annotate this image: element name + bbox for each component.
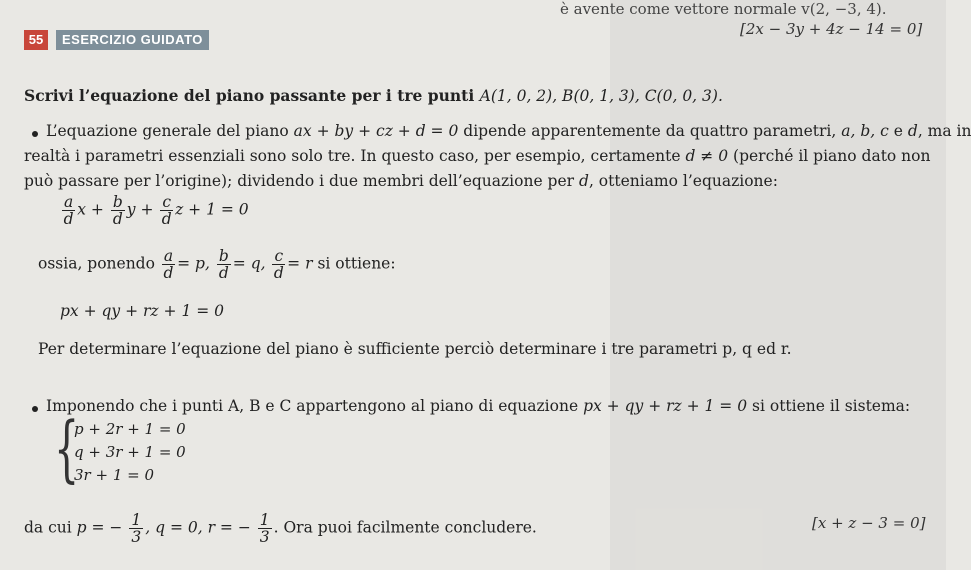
denominator: d [273,264,284,282]
fraction-a-d [162,248,175,281]
text: , otteniamo l’equazione: [588,172,778,190]
numerator: c [162,193,172,211]
fraction-c-d [272,248,285,281]
term: = q, [232,254,266,273]
system-row-3: 3r + 1 = 0 [74,466,155,484]
text: L’equazione generale del piano [46,122,289,140]
exercise-number: 55 [24,30,48,50]
fraction-b-d [111,194,125,227]
numerator: a [64,193,74,211]
fraction-a-d [62,194,75,227]
numerator: 1 [259,511,270,529]
denominator: d [112,210,123,228]
text: (perché il piano dato non [733,147,931,165]
equation-system [54,406,186,490]
system-brace: { [54,406,80,490]
p-value: p = − [76,518,123,537]
d-not-zero: d ≠ 0 [685,147,729,165]
var-d: d [907,122,918,140]
term: = r [287,254,313,273]
term: = p, [177,254,210,273]
prompt-text: Scrivi l’equazione del piano passante per i tre punti [24,86,475,105]
fraction-c-d [160,194,173,227]
substitution-line [38,248,396,281]
numerator: a [163,247,174,265]
text: si ottiene il sistema: [752,397,911,415]
fraction-one-third [258,512,272,545]
denominator: d [161,210,172,228]
text: dipende apparentemente da quattro parametri, [463,122,837,140]
paragraph-1-line-3 [24,172,778,190]
term: z + 1 = 0 [175,200,249,219]
final-answer: [x + z − 3 = 0] [812,514,926,532]
system-row-1: p + 2r + 1 = 0 [74,420,186,438]
conclusion-line [24,512,537,545]
text: realtà i parametri essenziali sono solo tre. In questo caso, per esempio, certamente [24,147,681,165]
denominator: d [163,264,174,282]
equation-pqr: px + qy + rz + 1 = 0 [60,302,225,320]
bullet-2 [32,406,38,412]
text: . Ora puoi facilmente concludere. [273,518,537,537]
numerator: b [218,247,229,265]
denominator: 3 [259,528,270,546]
paragraph-2: Per determinare l’equazione del piano è sufficiente perciò determinare i tre parametri p, q ed r. [38,340,792,358]
paragraph-1-line-1 [46,122,971,140]
denominator: d [63,210,74,228]
text: , ma in [917,122,971,140]
denominator: 3 [131,528,142,546]
paragraph-3 [46,397,910,415]
text: e [893,122,903,140]
previous-exercise-answer: [2x − 3y + 4z − 14 = 0] [740,20,923,38]
numerator: b [112,193,123,211]
prompt-points: A(1, 0, 2), B(0, 1, 3), C(0, 0, 3). [479,87,723,105]
vars: a, b, c [841,122,889,140]
paragraph-1-line-2 [24,147,930,165]
system-row-2: q + 3r + 1 = 0 [74,443,186,461]
text: ossia, ponendo [38,254,155,273]
plane-equation: px + qy + rz + 1 = 0 [583,397,748,415]
bullet-1 [32,131,38,137]
guided-exercise-badge: ESERCIZIO GUIDATO [56,30,209,50]
var-d: d [579,172,589,190]
term: x + [77,200,104,219]
fraction-b-d [217,248,231,281]
text: può passare per l’origine); dividendo i due membri dell’equazione per [24,172,575,190]
q-r-values: , q = 0, r = − [145,518,251,537]
denominator: d [218,264,229,282]
numerator: 1 [131,511,142,529]
text: si ottiene: [317,254,396,273]
general-plane-equation: ax + by + cz + d = 0 [293,122,459,140]
previous-exercise-tail: è avente come vettore normale v(2, −3, 4). [560,0,887,18]
text: da cui [24,518,72,537]
fraction-one-third [129,512,143,545]
numerator: c [274,247,284,265]
term: y + [126,200,154,219]
exercise-prompt [24,86,723,105]
equation-normalized [60,194,249,227]
text: Imponendo che i punti A, B e C appartengono al piano di equazione [46,397,579,415]
